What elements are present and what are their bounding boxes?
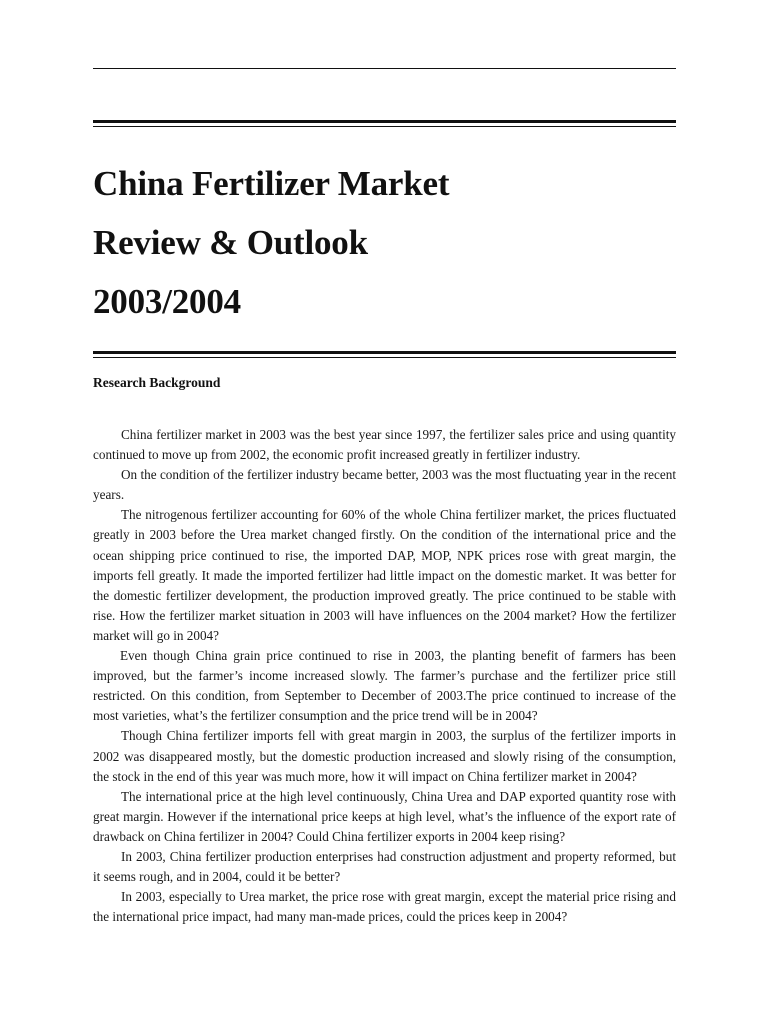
document-title: [93, 154, 676, 331]
paragraph: The international price at the high level continuously, China Urea and DAP exported quantity rose with great margin. However if the international price keeps at high level, what’s the influence of the export rate of drawback on China fertilizer in 2004? Could China fertilizer exports in 2004 keep rising?: [93, 788, 676, 844]
title-top-rule-thick: [93, 120, 676, 123]
paragraph: Even though China grain price continued to rise in 2003, the planting benefit of farmers has been improved, but the farmer’s income increased slowly. The farmer’s purchase and the fertilizer price still restricted. On this condition, from September to December of 2003.The price continued to increase of the most varieties, what’s the fertilizer consumption and the price trend will be in 2004?: [93, 648, 676, 724]
paragraph: China fertilizer market in 2003 was the best year since 1997, the fertilizer sales price and using quantity continued to move up from 2002, the economic profit increased greatly in fertilizer industry.: [93, 427, 676, 463]
top-rule: [93, 68, 676, 69]
paragraph: In 2003, China fertilizer production enterprises had construction adjustment and property reformed, but it seems rough, and in 2004, could it be better?: [93, 848, 676, 885]
section-heading: Research Background: [93, 375, 221, 390]
title-bottom-rule-thin: [93, 357, 676, 358]
paragraph: The nitrogenous fertilizer accounting for 60% of the whole China fertilizer market, the prices fluctuated greatly in 2003 before the Urea market changed firstly. On the condition of the international price and the ocean shipping price continued to rise, the imported DAP, MOP, NPK prices rose with great margin, the imports fell greatly. It made the imported fertilizer had little impact on the domestic market. It was better for the domestic fertilizer development, the production improved greatly. The price continued to be stable with rise. How the fertilizer market situation in 2003 will have influences on the 2004 market? How the fertilizer market will go in 2004?: [93, 507, 676, 643]
title-line-1: China Fertilizer Market: [93, 164, 450, 203]
body-text: [93, 425, 676, 927]
paragraph: Though China fertilizer imports fell with great margin in 2003, the surplus of the fertilizer imports in 2002 was disappeared mostly, but the domestic production increased and slowly rising of the consumption, the stock in the end of this year was much more, how it will impact on China fertilizer market in 2004?: [93, 728, 676, 784]
title-line-2: Review & Outlook: [93, 223, 368, 262]
title-bottom-rule-thick: [93, 351, 676, 354]
paragraph: On the condition of the fertilizer industry became better, 2003 was the most fluctuating year in the recent years.: [93, 467, 676, 503]
title-top-rule-thin: [93, 126, 676, 127]
paragraph: In 2003, especially to Urea market, the price rose with great margin, except the material price rising and the international price impact, had many man-made prices, could the prices keep in 2004?: [93, 889, 676, 925]
title-line-3: 2003/2004: [93, 282, 241, 321]
